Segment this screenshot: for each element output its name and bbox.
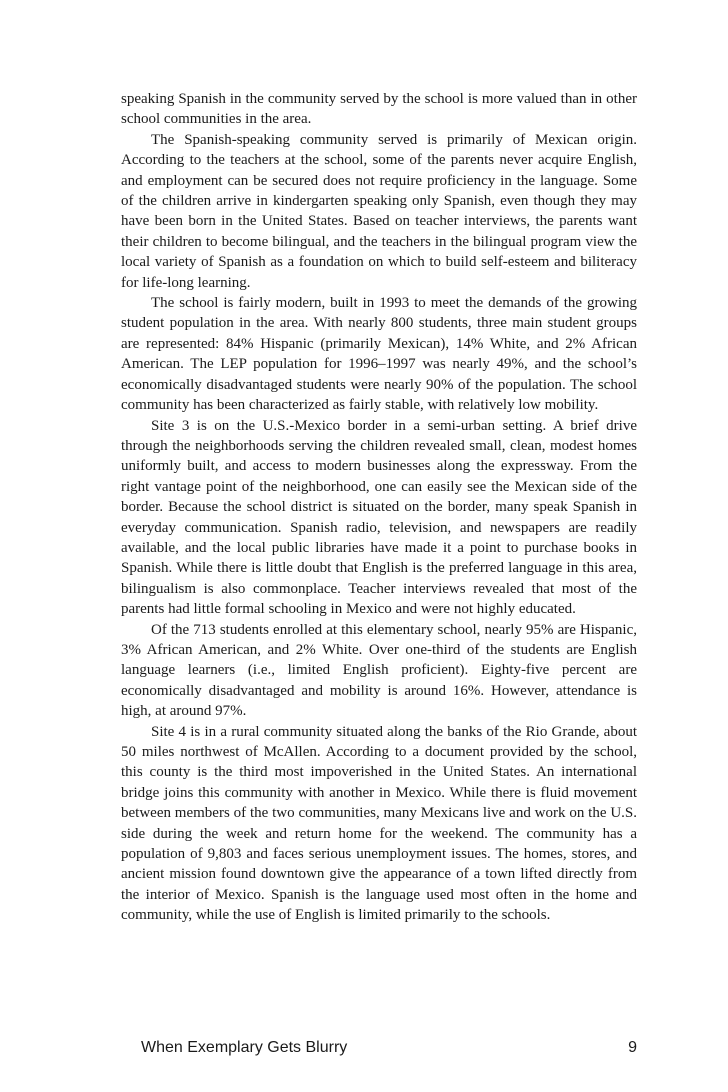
running-title: When Exemplary Gets Blurry [141,1039,348,1056]
paragraph-community-origin: The Spanish-speaking community served is primarily of Mexican origin. According to the teachers at the school, some of the parents never acquire English, and employment can be secured does not require proficiency in the language. Some of the children arrive in kindergarten speaking only Spanish, even though they may have been born in the United States. Based on teacher interviews, the parents want their children to become bilingual, and the teachers in the bilingual program view the local variety of Spanish as a foundation on which to build self-esteem and biliteracy for life-long learning. [121,131,637,291]
page-footer [141,1038,637,1058]
paragraph-continued: speaking Spanish in the community served by the school is more valued than in other school communities in the area. [121,91,637,128]
paragraph-site-4: Site 4 is in a rural community situated along the banks of the Rio Grande, about 50 miles northwest of McAllen. According to a document provided by the school, this county is the third most impoverished in the United States. An international bridge joins this community with another in Mexico. While there is fluid movement between members of the two communities, many Mexicans live and work on the U.S. side during the week and return home for the weekend. The community has a population of 9,803 and faces serious unemployment issues. The homes, stores, and ancient mission found downtown give the appearance of a town lifted directly from the interior of Mexico. Spanish is the language used most often in the home and community, while the use of English is limited primarily to the schools. [121,723,637,924]
paragraph-school-demographics: The school is fairly modern, built in 1993 to meet the demands of the growing student population in the area. With nearly 800 students, three main student groups are represented: 84% Hispanic (primarily Mexican), 14% White, and 2% African American. The LEP population for 1996–1997 was nearly 49%, and the school’s economically disadvantaged students were nearly 90% of the population. The school community has been characterized as fairly stable, with relatively low mobility. [121,295,637,414]
paragraph-site-3: Site 3 is on the U.S.-Mexico border in a semi-urban setting. A brief drive through the neighborhoods serving the children revealed small, clean, modest homes uniformly built, and access to modern businesses along the expressway. From the right vantage point of the neighborhood, one can easily see the Mexican side of the border. Because the school district is situated on the border, many speak Spanish in everyday communication. Spanish radio, television, and newspapers are readily available, and the local public libraries have made it a point to purchase books in Spanish. While there is little doubt that English is the preferred language in this area, bilingualism is also commonplace. Teacher interviews revealed that most of the parents had little formal schooling in Mexico and were not highly educated. [121,417,637,618]
page-body [121,89,637,926]
page-number: 9 [628,1039,637,1056]
paragraph-site-3-students: Of the 713 students enrolled at this elementary school, nearly 95% are Hispanic, 3% African American, and 2% White. Over one-third of the students are English language learners (i.e., limited English proficient). Eighty-five percent are economically disadvantaged and mobility is around 16%. However, attendance is high, at around 97%. [121,621,637,720]
